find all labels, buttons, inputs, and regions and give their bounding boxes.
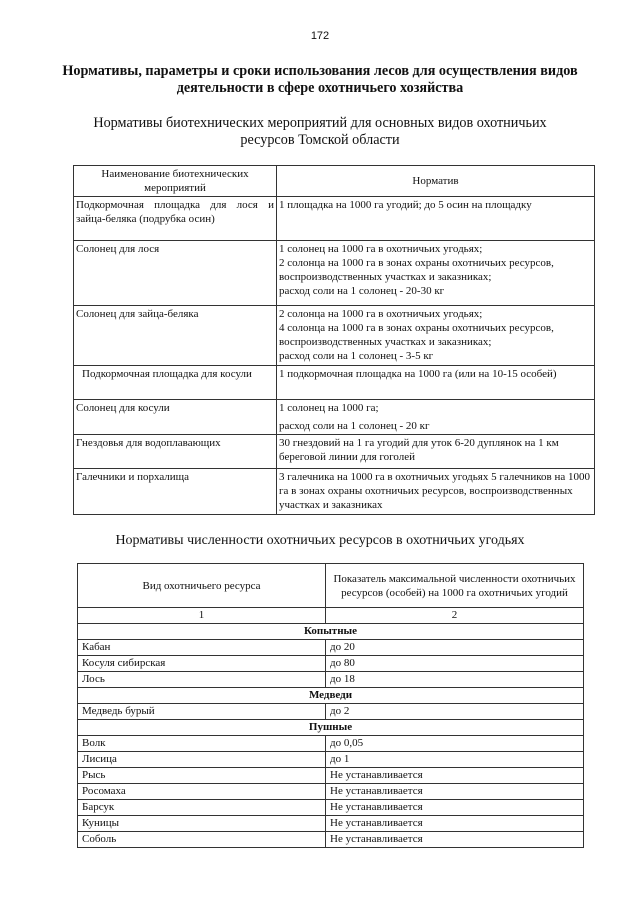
table-row xyxy=(78,768,584,784)
biotech-measures-table xyxy=(73,165,595,515)
species-cell: Соболь xyxy=(78,832,326,848)
column-header-max-count: Показатель максимальной численности охотничьих ресурсов (особей) на 1000 га охотничьих угодий xyxy=(326,564,584,608)
norm-line: 2 солонца на 1000 га в охотничьих угодьях; xyxy=(279,308,483,320)
measure-norm xyxy=(277,241,595,306)
measure-name: Галечники и порхалища xyxy=(74,469,277,515)
value-cell: до 2 xyxy=(326,704,584,720)
table-row xyxy=(74,366,595,400)
population-norms-table xyxy=(77,563,584,848)
table-header-row xyxy=(74,166,595,197)
column-header-species: Вид охотничьего ресурса xyxy=(78,564,326,608)
norm-line: расход соли на 1 солонец - 20 кг xyxy=(279,420,430,432)
table-row xyxy=(74,241,595,306)
table-row xyxy=(78,752,584,768)
measure-name: Солонец для косули xyxy=(74,400,277,435)
table-row xyxy=(78,672,584,688)
measure-name: Подкормочная площадка для лося и зайца-беляка (подрубка осин) xyxy=(74,197,277,241)
table2-title: Нормативы численности охотничьих ресурсов в охотничьих угодьях xyxy=(115,533,525,548)
norm-line: 1 подкормочная площадка на 1000 га (или на 10-15 особей) xyxy=(279,368,557,380)
measure-name: Подкормочная площадка для косули xyxy=(74,366,277,400)
group-row xyxy=(78,624,584,640)
measure-norm xyxy=(277,400,595,435)
value-cell: до 1 xyxy=(326,752,584,768)
measure-name: Солонец для лося xyxy=(74,241,277,306)
table-row xyxy=(78,832,584,848)
table-header-row xyxy=(78,564,584,608)
norm-line: расход соли на 1 солонец - 20-30 кг xyxy=(279,285,445,297)
measure-norm xyxy=(277,366,595,400)
column-header-norm: Норматив xyxy=(277,166,595,197)
table-row xyxy=(78,736,584,752)
table-row xyxy=(78,784,584,800)
species-cell: Куницы xyxy=(78,816,326,832)
table-row xyxy=(78,816,584,832)
column-header-measure: Наименование биотехнических мероприятий xyxy=(74,166,277,197)
value-cell: Не устанавливается xyxy=(326,800,584,816)
value-cell: Не устанавливается xyxy=(326,832,584,848)
norm-line: расход соли на 1 солонец - 3-5 кг xyxy=(279,350,434,362)
table-row xyxy=(74,435,595,469)
value-cell: Не устанавливается xyxy=(326,816,584,832)
norm-line: 30 гнездовий на 1 га угодий для уток 6-20 дуплянок на 1 км береговой линии для гоголей xyxy=(279,437,559,463)
column-number: 2 xyxy=(326,608,584,624)
table1-title: Нормативы биотехнических мероприятий для основных видов охотничьих ресурсов Томской области xyxy=(93,115,547,148)
species-cell: Лисица xyxy=(78,752,326,768)
species-cell: Лось xyxy=(78,672,326,688)
group-label: Пушные xyxy=(78,720,584,736)
value-cell: Не устанавливается xyxy=(326,768,584,784)
measure-norm xyxy=(277,306,595,366)
measure-norm xyxy=(277,197,595,241)
table-row xyxy=(74,469,595,515)
table-row xyxy=(74,306,595,366)
table-row xyxy=(74,197,595,241)
table-row xyxy=(78,704,584,720)
group-label: Медведи xyxy=(78,688,584,704)
norm-line: 1 солонец на 1000 га в охотничьих угодьях; xyxy=(279,243,483,255)
norm-line: 4 солонца на 1000 га в зонах охраны охотничьих ресурсов, воспроизводственных участках и заказниках; xyxy=(279,322,554,348)
species-cell: Косуля сибирская xyxy=(78,656,326,672)
column-number-row xyxy=(78,608,584,624)
value-cell: до 18 xyxy=(326,672,584,688)
table-row xyxy=(74,400,595,435)
norm-line: 1 площадка на 1000 га угодий; до 5 осин на площадку xyxy=(279,199,532,211)
value-cell: Не устанавливается xyxy=(326,784,584,800)
table-row xyxy=(78,640,584,656)
page-number: 172 xyxy=(310,30,330,42)
species-cell: Барсук xyxy=(78,800,326,816)
value-cell: до 80 xyxy=(326,656,584,672)
table-row xyxy=(78,800,584,816)
column-number: 1 xyxy=(78,608,326,624)
norm-line: 1 солонец на 1000 га; xyxy=(279,402,379,414)
group-row xyxy=(78,720,584,736)
document-title: Нормативы, параметры и сроки использования лесов для осуществления видов деятельности в сфере охотничьего хозяйства xyxy=(62,63,578,96)
species-cell: Кабан xyxy=(78,640,326,656)
species-cell: Волк xyxy=(78,736,326,752)
species-cell: Медведь бурый xyxy=(78,704,326,720)
measure-name: Солонец для зайца-беляка xyxy=(74,306,277,366)
group-label: Копытные xyxy=(78,624,584,640)
table-row xyxy=(78,656,584,672)
measure-norm xyxy=(277,435,595,469)
group-row xyxy=(78,688,584,704)
value-cell: до 20 xyxy=(326,640,584,656)
species-cell: Росомаха xyxy=(78,784,326,800)
measure-norm xyxy=(277,469,595,515)
value-cell: до 0,05 xyxy=(326,736,584,752)
norm-line: 2 солонца на 1000 га в зонах охраны охотничьих ресурсов, воспроизводственных участках и заказниках; xyxy=(279,257,554,283)
measure-name: Гнездовья для водоплавающих xyxy=(74,435,277,469)
species-cell: Рысь xyxy=(78,768,326,784)
norm-line: 3 галечника на 1000 га в охотничьих угодьях 5 галечников на 1000 га в зонах охраны охотничьих ресурсов, воспроизводственных участках и заказниках xyxy=(279,471,590,511)
